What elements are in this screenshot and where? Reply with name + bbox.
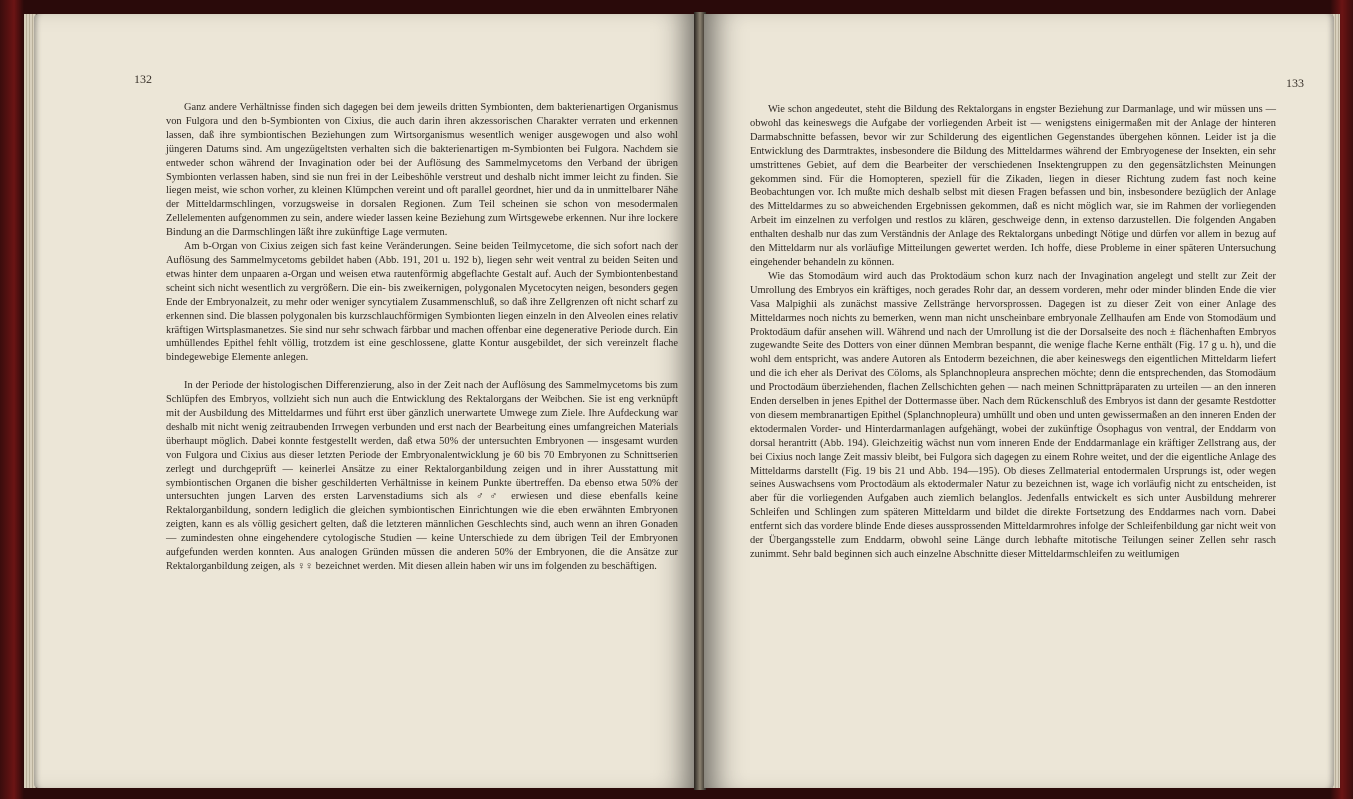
left-page [34,14,696,788]
right-page [704,14,1334,788]
left-page-text [166,101,678,574]
left-paragraph-1: Ganz andere Verhältnisse finden sich dagegen bei dem jeweils dritten Symbionten, dem bakterienartigen Organismus von Fulgora und den b-Symbionten von Cixius, die auch darin ihren akzessorischen Charakter verraten und erkennen lassen, daß ihre symbiontischen Beziehungen zum Wirtsorganismus wesentlich weniger ausgewogen und also wohl jüngeren Datums sind. Am ungezügeltsten verhalten sich die bakterienartigen m-Symbionten bei Fulgora. Nachdem sie entweder schon während der Invagination oder bei der Auflösung des Sammelmycetoms den Verband der übrigen Symbionten verlassen haben, sind sie nun frei in der Leibeshöhle verstreut und deshalb nicht immer leicht zu finden. Sie liegen meist, wie schon vorher, zu kleinen Klümpchen vereint und oft parallel geordnet, hier und da in unmittelbarer Nähe der Mitteldarmschlingen, vorzugsweise in dorsalen Regionen. Zum Teil scheinen sie schon von mesodermalen Zellelementen aufgenommen zu sein, andere wieder lassen keine Beziehung zum Wirtsgewebe erkennen. Nur ihre lockere Bindung an die Darmschlingen läßt ihre zukünftige Lage vermuten. [166,102,678,239]
left-paragraph-2: Am b-Organ von Cixius zeigen sich fast keine Veränderungen. Seine beiden Teilmycetome, die sich sofort nach der Auflösung des Sammelmycetoms gebildet haben (Abb. 191, 201 u. 192 b), liegen sehr weit ventral zu beiden Seiten und etwas hinter dem unpaaren a-Organ und weisen etwa rautenförmig abgeflachte Gestalt auf. Auch der Symbiontenbestand scheint sich nicht wesentlich zu vergrößern. Die ein- bis zweikernigen, polygonalen Mycetocyten neigen, besonders gegen Ende der Embryonalzeit, zu mehr oder weniger syncytialem Zusammenschluß, so daß ihre Zellgrenzen oft nicht scharf zu erkennen sind. Die blassen polygonalen bis kurzschlauchförmigen Symbionten liegen einzeln in den Alveolen eines relativ kräftigen Wirtsplasmanetzes. Sie sind nur sehr schwach färbbar und machen offenbar eine degenerative Periode durch. Ein umhüllendes Epithel fehlt völlig, trotzdem ist eine geschlossene, glatte Kontur ausgebildet, der sich vereinzelt flache bindegewebige Elemente anlegen. [166,241,678,364]
page-number-right: 133 [1286,76,1304,90]
left-paragraph-3: In der Periode der histologischen Differenzierung, also in der Zeit nach der Auflösung des Sammelmycetoms bis zum Schlüpfen des Embryos, vollzieht sich nun auch die Entwicklung des Rektalorgans der Weibchen. Sie ist eng verknüpft mit der Ausbildung des Mitteldarmes und führt erst über gänzlich unerwartete Umwege zum Ziele. Ihre Aufdeckung war deshalb mit nicht wenig zeitraubenden Irrwegen verbunden und erst nach der Bearbeitung eines umfangreichen Materials überhaupt möglich. Dabei konnte festgestellt werden, daß etwa 50% der untersuchten Embryonen — insgesamt wurden von Fulgora und Cixius aus dieser letzten Periode der Embryonalentwicklung je 60 bis 70 Embryonen zu Schnittserien zerlegt und durchgeprüft — keinerlei Ansätze zu einer Rektalorganbildung zeigen und in ihrer Ausstattung mit symbiontischen Organen die bisher geschilderten Verhältnisse in keinem Punkte übertreffen. Da ebenso etwa 50% der untersuchten jungen Larven des ersten Larvenstadiums sich als ♂♂ erwiesen und diese ebenfalls keine Rektalorganbildung, sondern lediglich die gleichen symbiontischen Einrichtungen wie die eben erwähnten Embryonen zeigten, kann es als völlig gesichert gelten, daß die letzteren männlichen Geschlechts sind, auch wenn an ihren Gonaden — zumindesten ohne eingehendere cytologische Studien — keine Unterschiede zu dem übrigen Teil der Embryonen aufgefunden werden konnten. Aus analogen Gründen müssen die anderen 50% der Embryonen, die die Ansätze zur Rektalorganbildung zeigen, als ♀♀ bezeichnet werden. Mit diesen allein haben wir uns im folgenden zu beschäftigen. [166,380,678,572]
right-page-text [750,103,1276,562]
right-paragraph-1: Wie schon angedeutet, steht die Bildung des Rektalorgans in engster Beziehung zur Darmanlage, und wir müssen uns — obwohl das keineswegs die Aufgabe der vorliegenden Arbeit ist — wenigstens einigermaßen mit der Anlage der hinteren Darmabschnitte befassen, bevor wir zur Schilderung des eigentlichen Gegenstandes übergehen können. Leider ist ja die Entwicklung des Darmtraktes, insbesondere die Bildung des Mitteldarmes während der Embryogenese der Insekten, ein sehr umstrittenes Gebiet, auf dem die Bearbeiter der verschiedenen Insektengruppen zu den gegensätzlichsten Meinungen gekommen sind. Für die Homopteren, speziell für die Zikaden, liegen in dieser Richtung zudem fast noch keine Beobachtungen vor. Ich mußte mich deshalb selbst mit diesen Fragen befassen und bin, insbesondere bezüglich der Anlage des Mitteldarmes zu so abweichenden Ergebnissen gekommen, daß es nicht möglich war, sie im Rahmen der vorliegenden Arbeit im einzelnen zu verfolgen und restlos zu klären, geschweige denn, in extenso darzustellen. Die folgenden Angaben enthalten deshalb nur das zum Verständnis der Anlage des Rektalorgans unbedingt Nötige und dürfen vor allem in bezug auf den Mitteldarm nur als vorläufige Mitteilungen gewertet werden. Ich hoffe, diese Probleme in einer späteren Untersuchung eingehender behandeln zu können. [750,104,1276,268]
section-gap [166,365,678,379]
right-paragraph-2: Wie das Stomodäum wird auch das Proktodäum schon kurz nach der Invagination angelegt und stellt zur Zeit der Umrollung des Embryos ein kräftiges, noch gerades Rohr dar, an dessem vorderen, mehr oder minder blinden Ende die vier Vasa Malpighii als zunächst massive Zellstränge hervorsprossen. Dagegen ist zu dieser Zeit von einer Anlage des Mitteldarmes noch nichts zu bemerken, wenn man nicht unscheinbare embryonale Zellhaufen am Ende von Stomodäum und Proktodäum dafür ansehen will. Während und nach der Umrollung ist die der Dorsalseite des noch ± flächenhaften Embryos zugewandte Seite des Dotters von einer dünnen Membran bespannt, die wenige flache Kerne enthält (Fig. 17 g u. h), und die wohl dem entspricht, was andere Autoren als Entoderm bezeichnen, die aber keineswegs den eigentlichen Mitteldarm liefert und die ich eher als Derivat des Cöloms, als Splanchnopleura ansprechen möchte; denn die entsprechenden, das Stomodäum und Proctodäum überziehenden, flachen Zellschichten gehen — nach meinen Schnittpräparaten zu urteilen — an den inneren Enden derselben in jenes Epithel der Dottermasse über. Nach dem Rückenschluß des Embryos ist dann der gesamte Restdotter von diesem membranartigen Epithel (Splanchnopleura) umhüllt und oben und unten gewissermaßen an den inneren Enden der ektodermalen Vorder- und Hinterdarmanlagen aufgehängt, wobei der zukünftige Ösophagus von ventral, der Enddarm von dorsal herantritt (Abb. 194). Gleichzeitig wächst nun vom inneren Ende der Enddarmanlage ein kräftiger Zellstrang aus, der bei Cixius noch lange Zeit massiv bleibt, bei Fulgora sich dagegen zu einem Rohre weitet, und der die eigentliche Anlage des Mitteldarms darstellt (Fig. 19 bis 21 und Abb. 194—195). Ob dieses Zellmaterial entodermalen Ursprungs ist, oder wegen seines Auswachsens vom Proctodäum als ektodermaler Natur zu bezeichnen ist, wage ich vorläufig nicht zu entscheiden, ist aber für die vorliegenden Aufgaben auch ziemlich belanglos. Jedenfalls entwickelt es sich unter Ausbildung mehrerer Schleifen und Schlingen zum späteren Mitteldarm und bildet die direkte Fortsetzung des Enddarmes nach vorn. Dabei entfernt sich das vordere blinde Ende dieses aussprossenden Mitteldarmrohres infolge der Schleifenbildung gar nicht weit von der Übergangsstelle zum Enddarm, obwohl seine Länge durch lebhafte mitotische Teilungen seiner Zellen sehr rasch zunimmt. Sehr bald beginnen sich auch einzelne Abschnitte dieser Mitteldarmschleifen zu weitlumigen [750,270,1276,560]
page-number-left: 132 [134,72,152,86]
